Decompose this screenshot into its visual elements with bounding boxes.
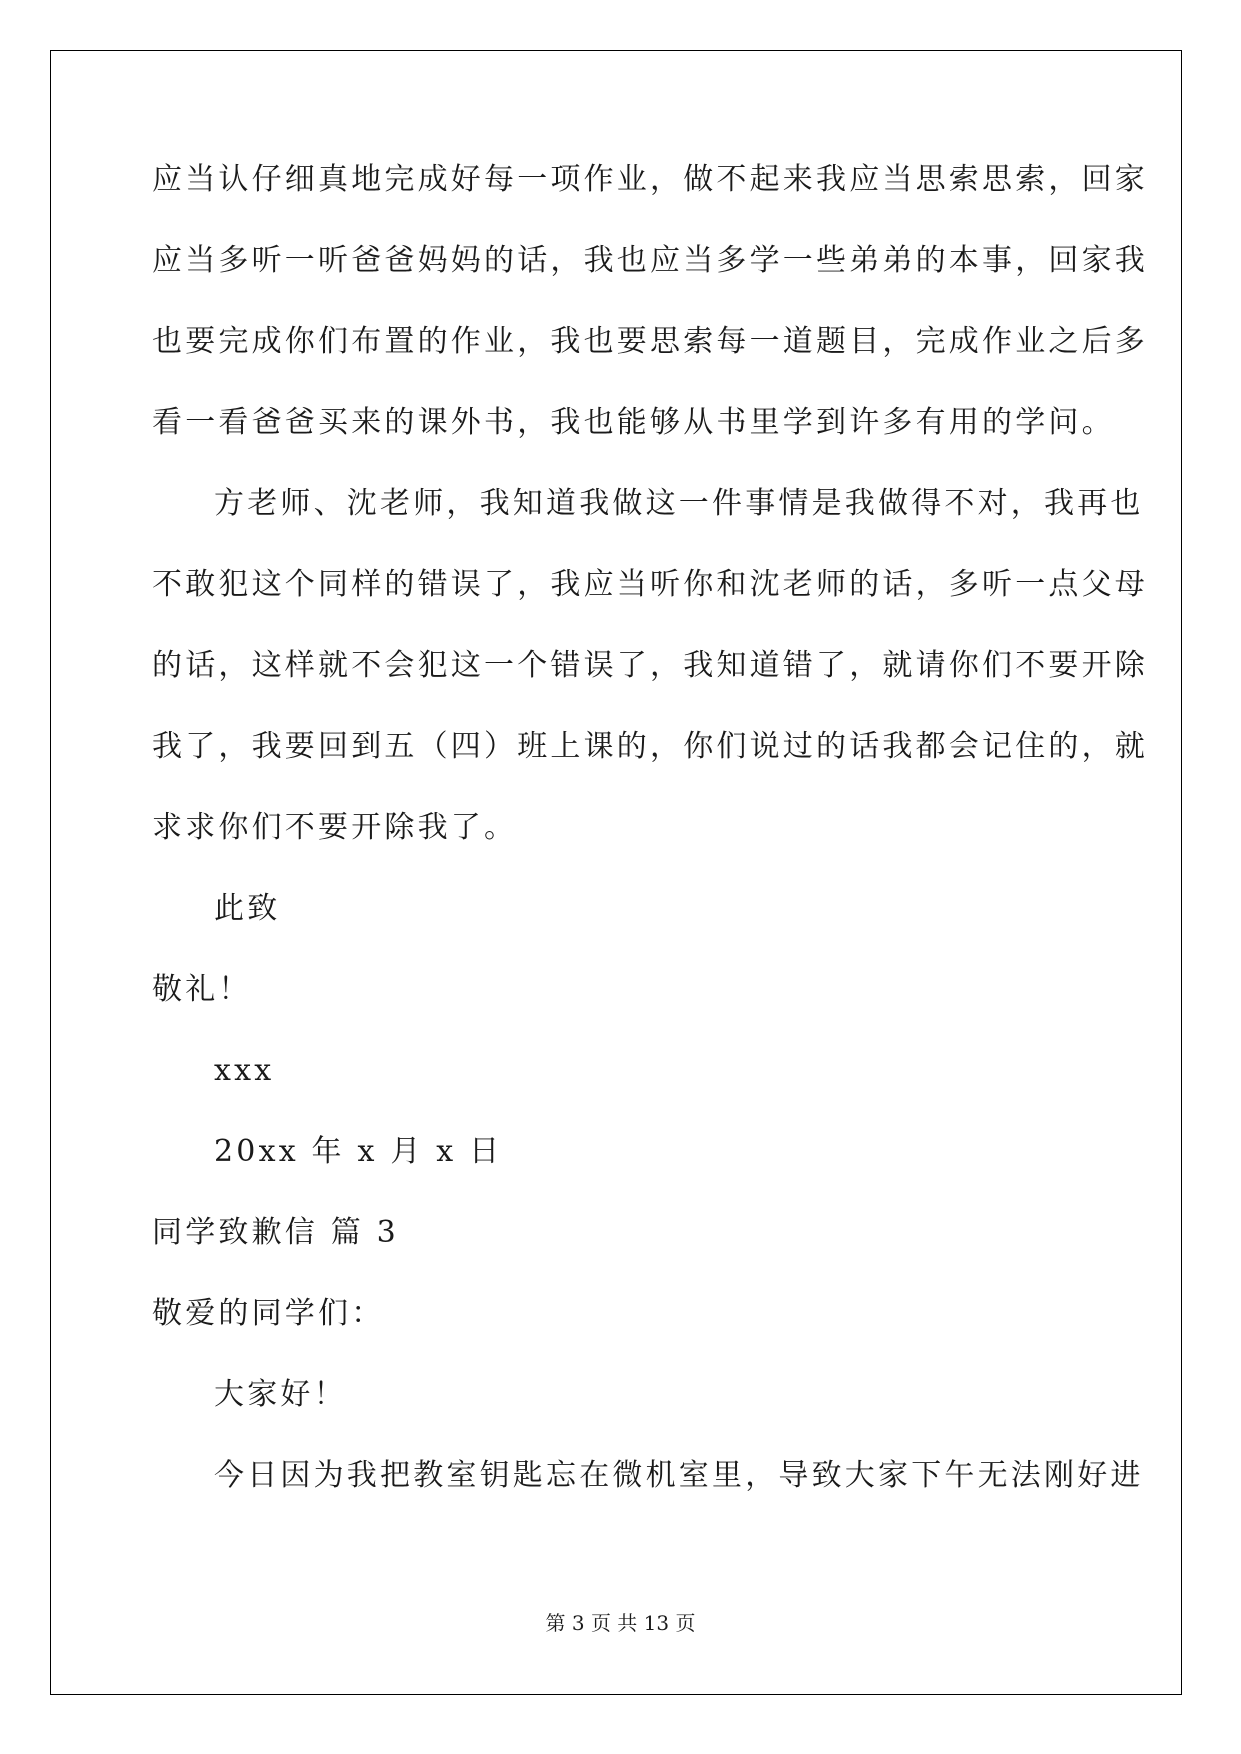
paragraph-line: 求求你们不要开除我了。 <box>152 810 518 845</box>
paragraph-line: 今日因为我把教室钥匙忘在微机室里，导致大家下午无法刚好进 <box>214 1458 1144 1493</box>
greeting-hello: 大家好！ <box>214 1377 347 1412</box>
signature-date: 20xx 年 x 月 x 日 <box>214 1134 503 1169</box>
greeting: 敬爱的同学们： <box>152 1296 385 1331</box>
paragraph-line: 应当认仔细真地完成好每一项作业，做不起来我应当思索思索，回家 <box>152 162 1148 197</box>
paragraph-line: 的话，这样就不会犯这一个错误了，我知道错了，就请你们不要开除 <box>152 648 1148 683</box>
section-title: 同学致歉信 篇 3 <box>152 1215 399 1250</box>
paragraph-line: 应当多听一听爸爸妈妈的话，我也应当多学一些弟弟的本事，回家我 <box>152 243 1148 278</box>
paragraph-line: 方老师、沈老师，我知道我做这一件事情是我做得不对，我再也 <box>214 486 1144 521</box>
paragraph-line: 也要完成你们布置的作业，我也要思索每一道题目，完成作业之后多 <box>152 324 1148 359</box>
document-body <box>152 160 1148 1537</box>
paragraph-line: 看一看爸爸买来的课外书，我也能够从书里学到许多有用的学问。 <box>152 405 1115 440</box>
closing-regards: 敬礼！ <box>152 972 252 1007</box>
signature-name: xxx <box>214 1053 275 1088</box>
page-number: 第 3 页 共 13 页 <box>545 1611 696 1635</box>
paragraph-line: 我了，我要回到五（四）班上课的，你们说过的话我都会记住的，就 <box>152 729 1148 764</box>
closing-salutation: 此致 <box>214 891 281 926</box>
paragraph-line: 不敢犯这个同样的错误了，我应当听你和沈老师的话，多听一点父母 <box>152 567 1148 602</box>
